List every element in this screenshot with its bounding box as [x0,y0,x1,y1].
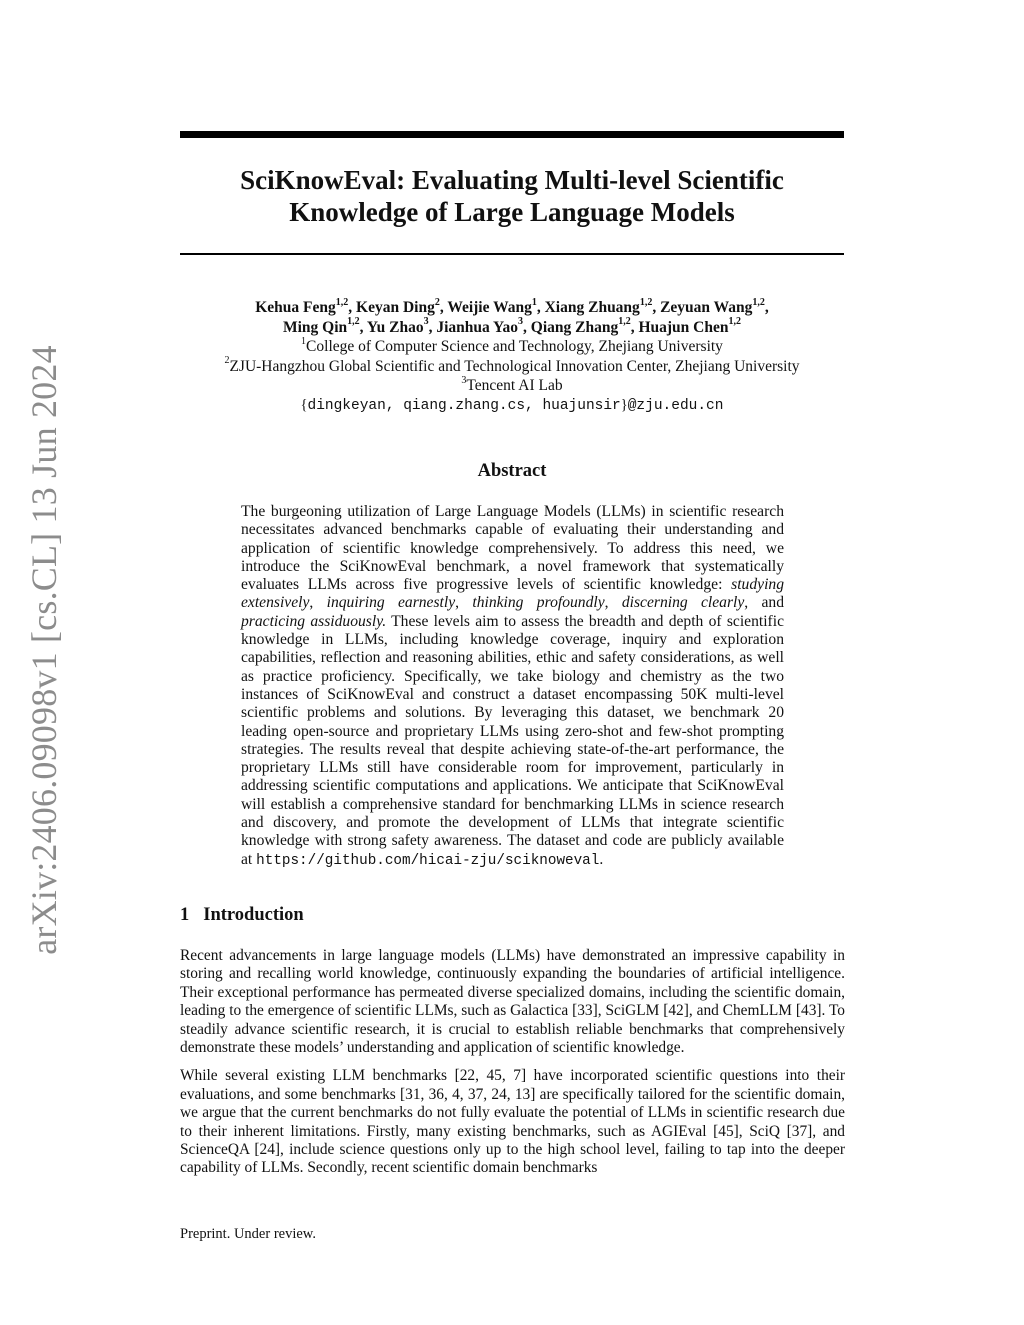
introduction-body [180,947,845,1188]
page-footer: Preprint. Under review. [180,1226,316,1242]
author-name: Ming Qin [282,318,348,336]
author-affiliation-mark: 2 [434,296,440,308]
abstract-body [241,503,784,870]
abstract-separator: , [455,594,473,612]
abstract-code-link[interactable]: https://github.com/hicai-zju/sciknoweval [256,852,600,869]
intro-paragraph-2: While several existing LLM benchmarks [22, 45, 7] have incorporated scientific questions into their evaluations, and some benchmarks [31, 36, 4, 37, 24, 13] are specifically tailored for the scientific domain, we argue that the current benchmarks do not fully evaluate the potential of LLMs in scientific research due to their inherent limitations. Firstly, many existing benchmarks, such as AGIEval [45], SciQ [37], and ScienceQA [24], include science questions only up to the high school level, failing to tap into the deeper capability of LLMs. Secondly, recent scientific domain benchmarks [180,1067,845,1177]
author-line-1: Kehua Feng$^{1,2}$, Keyan Ding$^2$, Weijie Wang$^1$, Xiang Zhuang$^{1,2}$, Zeyuan Wang$^{1,2}$, [255,296,769,316]
email-brace-close: } [620,396,628,413]
author-affiliation-mark: 3 [518,316,524,328]
affiliation-mark: 2 [224,355,230,367]
author-name: Keyan Ding [356,299,435,316]
abstract-text-1: The burgeoning utilization of Large Language Models (LLMs) in scientific research necessitates advanced benchmarks capable of evaluating their understanding and application of scientific knowledge comprehensively. To address this need, we introduce the SciKnowEval benchmark, a novel framework that systematically evaluates LLMs across five progressive levels of scientific knowledge: [241,503,784,594]
section-heading-introduction [180,905,304,926]
email-users: dingkeyan, qiang.zhang.cs, huajunsir [307,397,621,414]
section-title: Introduction [203,905,304,925]
paper-title [180,164,844,228]
affiliation-3 [150,376,874,396]
author-affiliation-mark: 1,2 [728,316,741,328]
arxiv-stamp-text: arXiv:2406.09098v1 [cs.CL] 13 Jun 2024 [24,344,65,955]
title-line-2: Knowledge of Large Language Models [289,197,735,227]
affiliation-text: College of Computer Science and Technology, Zhejiang University [306,338,723,355]
author-affiliation-mark: 1,2 [618,316,631,328]
affiliation-1 [150,337,874,357]
author-affiliation-mark: 3 [423,316,429,328]
author-line-2: Ming Qin$^{1,2}$, Yu Zhao$^3$, Jianhua Yao$^3$, Qiang Zhang$^{1,2}$, Huajun Chen$^{1,2}$ [282,316,741,336]
abstract-level-3: thinking profoundly [472,594,605,612]
author-affiliation-mark: 1,2 [335,296,349,308]
abstract-separator: , [309,594,327,612]
affiliation-2 [150,357,874,377]
affiliation-mark: 3 [461,374,467,386]
title-bottom-rule [180,253,844,255]
email-line [150,396,874,417]
abstract-text-2: These levels aim to assess the breadth and depth of scientific knowledge in LLMs, including knowledge coverage, inquiry and exploration capabilities, reflection and reasoning abilities, ethic and safety considerations, as well as practice proficiency. Specifically, we take biology and chemistry as the two instances of SciKnowEval and construct a dataset encompassing 50K multi-level scientific problems and solutions. By leveraging this dataset, we benchmark 20 leading open-source and proprietary LLMs using zero-shot and few-shot prompting strategies. The results reveal that despite achieving state-of-the-art performance, the proprietary LLMs still have considerable room for improvement, particularly in addressing scientific computations and applications. We anticipate that SciKnowEval will establish a comprehensive standard for benchmarking LLMs in science research and discovery, and promote the development of LLMs that integrate scientific knowledge with strong safety awareness. The dataset and code are publicly available at [241,612,784,868]
abstract-level-4: discerning clearly [621,594,745,612]
abstract-separator: , [604,594,622,612]
author-name: Qiang Zhang [530,318,619,336]
abstract-heading: Abstract [477,461,547,481]
abstract-end: . [599,850,604,868]
title-top-rule [180,131,844,138]
abstract-level-5: practicing assiduously. [241,612,387,630]
author-affiliation-mark: 1,2 [639,296,653,308]
author-affiliation-mark: 1,2 [752,296,765,308]
author-name: Huajun Chen [638,318,729,336]
affiliation-text: ZJU-Hangzhou Global Scientific and Technological Innovation Center, Zhejiang University [229,357,800,375]
intro-paragraph-1: Recent advancements in large language models (LLMs) have demonstrated an impressive capability in storing and recalling world knowledge, continuously expanding the boundaries of artificial intelligence. Their exceptional performance has permeated diverse specialized domains, including the scientific domain, leading to the emergence of scientific LLMs, such as Galactica [33], SciGLM [42], and ChemLLM [43]. To steadily advance scientific research, it is crucial to establish reliable benchmarks that comprehensively demonstrate these models’ understanding and application of scientific knowledge. [180,947,845,1057]
email-domain: @zju.edu.cn [627,397,724,414]
abstract-level-2: inquiring earnestly [326,594,456,612]
email-brace-open: { [300,396,308,413]
section-number: 1 [180,905,190,925]
arxiv-stamp [22,344,66,955]
author-affiliation-mark: 1 [531,296,537,308]
author-name: Zeyuan Wang [660,299,753,316]
abstract-level-1: studying extensively [241,576,784,612]
author-block [150,298,874,416]
author-name: Xiang Zhuang [544,299,640,316]
author-name: Weijie Wang [447,299,532,316]
author-name: Jianhua Yao [436,318,519,336]
author-name: Yu Zhao [366,318,424,336]
author-name: Kehua Feng [255,299,336,316]
affiliation-text: Tencent AI Lab [466,377,563,394]
title-line-1: SciKnowEval: Evaluating Multi-level Scientific [240,165,784,195]
affiliation-mark: 1 [301,335,307,347]
author-affiliation-mark: 1,2 [347,316,360,328]
abstract-separator: , and [744,594,785,612]
